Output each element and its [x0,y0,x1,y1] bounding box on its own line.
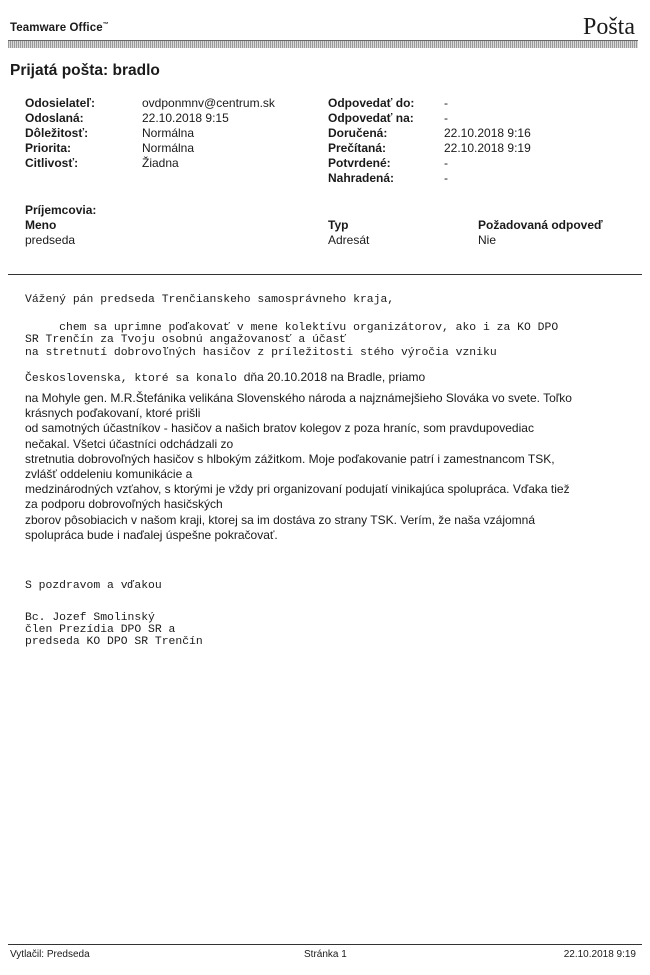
meta-right-labels [328,96,414,186]
brand-text: Teamware Office [10,22,103,34]
confirmed-value: - [444,156,448,170]
recipients-heading: Príjemcovia: [25,203,97,217]
body-line: od samotných účastníkov - hasičov a našich bratov kolegov z poza hraníc, som pravdupovediac [25,421,534,436]
header-body-divider [8,274,642,275]
meta-left-values [142,96,275,171]
signature-block [25,612,203,648]
footer-printed-by: Vytlačil: Predseda [10,949,90,960]
importance-value: Normálna [142,126,195,140]
meta-label: Odpovedať na: [328,111,414,125]
sent-value: 22.10.2018 9:15 [142,111,229,125]
body-line: zvlášť oddeleniu komunikácie a [25,467,193,482]
body-line: nečakal. Všetci účastníci odchádzali zo [25,436,234,451]
header-hatch-divider [8,40,638,48]
meta-label: Odosielateľ: [25,96,95,110]
body-salutation: Vážený pán predseda Trenčianskeho samosprávneho kraja, [25,294,395,306]
section-title: Pošta [582,14,635,40]
footer-datetime: 22.10.2018 9:19 [563,949,636,960]
body-paragraph [25,391,640,543]
body-line: na Mohyle gen. M.R.Štefánika velikána Slovenského národa a najznámejšieho Slováka vo svete. Toľko [25,391,572,405]
footer-page-number: Stránka 1 [304,949,347,960]
reply-by-value: - [444,96,448,110]
recipients-col-name: Meno [25,218,57,232]
sensitivity-value: Žiadna [142,156,179,170]
app-brand [10,22,109,34]
sender-value: ovdponmnv@centrum.sk [142,96,275,110]
body-line: SR Trenčín za Tvoju osobnú angažovanosť a účasť [25,334,347,346]
body-line: zborov pôsobiacich v našom kraji, ktorej sa im dostáva zo strany TSK. Verím, že naša vzájomná [25,512,535,527]
recipients-col-reply: Požadovaná odpoveď [478,218,603,232]
body-line-mono-part: Československa, ktoré sa konalo [25,373,244,385]
message-subject: Prijatá pošta: bradlo [10,62,160,79]
body-line: krásnych poďakovaní, ktoré prišli [25,406,201,421]
read-value: 22.10.2018 9:19 [444,141,531,155]
meta-label: Doručená: [328,126,388,140]
reply-to-value: - [444,111,448,125]
priority-value: Normálna [142,141,195,155]
signature-line: Bc. Jozef Smolinský [25,612,155,624]
recipient-type: Adresát [328,233,370,247]
body-line: stretnutia dobrovoľných hasičov s hlbokým zážitkom. Moje poďakovanie patrí i zamestnancom TSK, [25,451,555,466]
meta-label: Nahradená: [328,171,395,185]
body-line: chem sa uprimne poďakovať v mene kolektívu organizátorov, ako i za KO DPO [25,322,559,334]
delivered-value: 22.10.2018 9:16 [444,126,531,140]
replaced-value: - [444,171,448,185]
signature-line: člen Prezídia DPO SR a [25,624,176,636]
meta-label: Citlivosť: [25,156,79,170]
footer-divider [8,944,642,945]
meta-label: Priorita: [25,141,72,155]
body-line: na stretnutí dobrovoľných hasičov z príležitosti stého výročia vzniku [25,347,497,359]
recipient-reply: Nie [478,233,497,247]
signature-line: predseda KO DPO SR Trenčín [25,636,203,648]
body-line-mixed [25,368,425,386]
meta-right-values [444,96,531,186]
meta-label: Odpovedať do: [328,96,415,110]
meta-label: Potvrdené: [328,156,391,170]
meta-label: Odoslaná: [25,111,84,125]
meta-left-labels [25,96,95,171]
meta-label: Dôležitosť: [25,126,89,140]
body-closing: S pozdravom a vďakou [25,580,162,592]
recipient-name: predseda [25,233,76,247]
recipients-col-type: Typ [328,218,349,232]
trademark-symbol: ™ [102,22,109,29]
body-line-prop-part: dňa 20.10.2018 na Bradle, priamo [243,370,426,384]
body-line: za podporu dobrovoľných hasičských [25,497,223,512]
body-line: spolupráca bude i naďalej úspešne pokračovať. [25,527,278,542]
body-line: medzinárodných vzťahov, s ktorými je vždy pri organizovaní podujatí vinikajúca spolupráca. Vďaka tiež [25,482,570,497]
meta-label: Prečítaná: [328,141,387,155]
